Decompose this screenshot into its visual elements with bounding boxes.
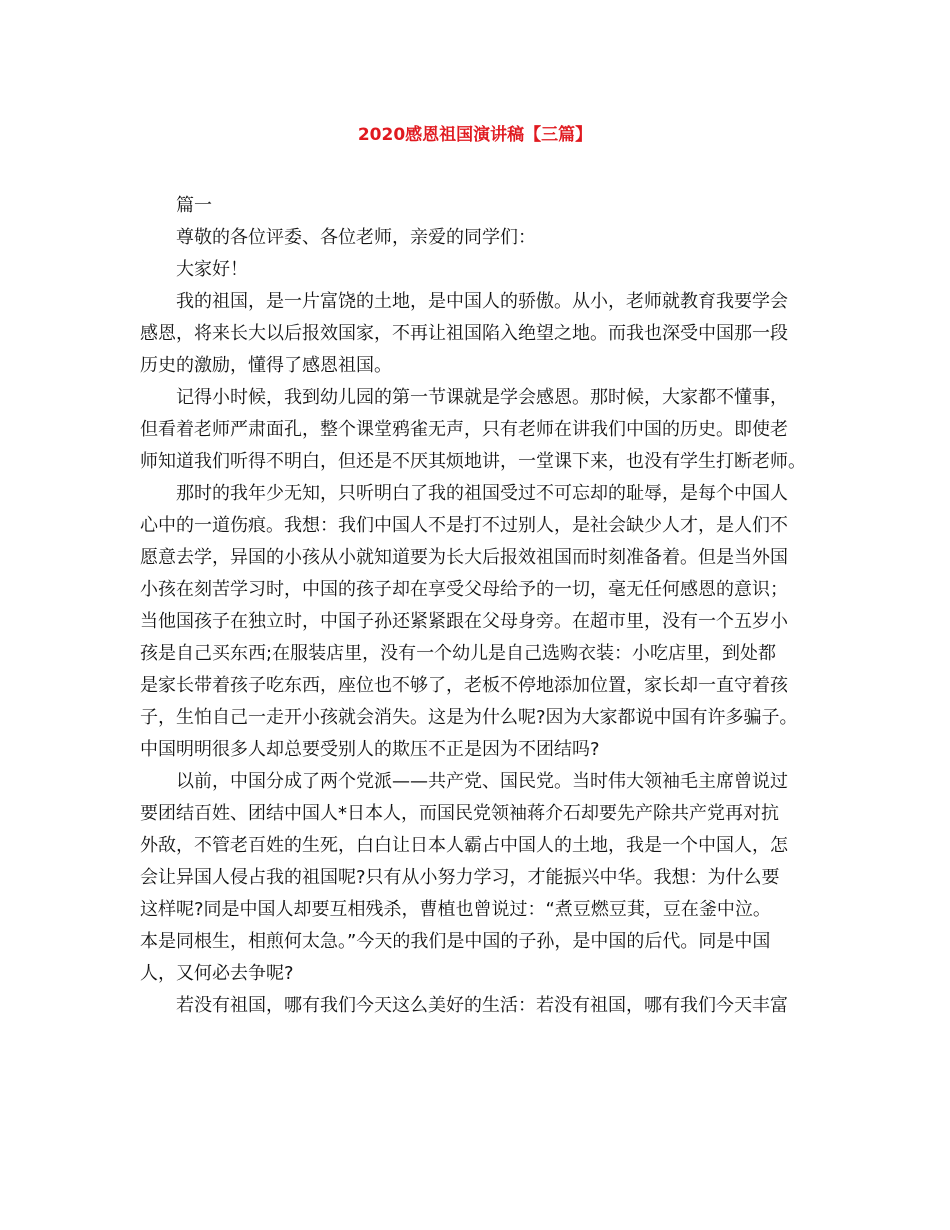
text-line: 大家好！: [176, 259, 248, 280]
text-line: 子，生怕自己一走开小孩就会消失。这是为什么呢?因为大家都说中国有许多骗子。: [140, 707, 798, 728]
text-line: 是家长带着孩子吃东西，座位也不够了，老板不停地添加位置，家长却一直守着孩: [140, 675, 788, 696]
text-line: 中国明明很多人却总要受别人的欺压不正是因为不团结吗?: [140, 739, 600, 760]
text-line: 本是同根生，相煎何太急。”今天的我们是中国的子孙，是中国的后代。同是中国: [140, 931, 771, 952]
text-line: 以前，中国分成了两个党派——共产党、国民党。当时伟大领袖毛主席曾说过: [176, 771, 788, 792]
text-line: 当他国孩子在独立时，中国子孙还紧紧跟在父母身旁。在超市里，没有一个五岁小: [140, 611, 788, 632]
text-line: 尊敬的各位评委、各位老师，亲爱的同学们：: [176, 227, 536, 248]
text-line: 但看着老师严肃面孔，整个课堂鸦雀无声，只有老师在讲我们中国的历史。即使老: [140, 419, 788, 440]
text-line: 愿意去学，异国的小孩从小就知道要为长大后报效祖国而时刻准备着。但是当外国: [140, 547, 788, 568]
text-line: 历史的激励，懂得了感恩祖国。: [140, 355, 392, 376]
text-line: 记得小时候，我到幼儿园的第一节课就是学会感恩。那时候，大家都不懂事，: [176, 387, 788, 408]
text-line: 那时的我年少无知，只听明白了我的祖国受过不可忘却的耻辱，是每个中国人: [176, 483, 788, 504]
text-line: 师知道我们听得不明白，但还是不厌其烦地讲，一堂课下来，也没有学生打断老师。: [140, 451, 806, 472]
document-body: [140, 190, 830, 1022]
text-line: 篇一: [176, 195, 212, 216]
text-line: 要团结百姓、团结中国人*日本人，而国民党领袖蒋介石却要先产除共产党再对抗: [140, 803, 779, 824]
text-line: 小孩在刻苦学习时，中国的孩子却在享受父母给予的一切，毫无任何感恩的意识；: [140, 579, 788, 600]
text-line: 心中的一道伤痕。我想：我们中国人不是打不过别人，是社会缺少人才，是人们不: [140, 515, 788, 536]
text-line: 若没有祖国，哪有我们今天这么美好的生活：若没有祖国，哪有我们今天丰富: [176, 995, 788, 1016]
text-line: 我的祖国，是一片富饶的土地，是中国人的骄傲。从小，老师就教育我要学会: [176, 291, 788, 312]
document-title: 2020感恩祖国演讲稿【三篇】: [357, 125, 593, 145]
text-line: 人，又何必去争呢?: [140, 963, 294, 984]
text-line: 这样呢?同是中国人却要互相残杀，曹植也曾说过：“煮豆燃豆萁，豆在釜中泣。: [140, 899, 771, 920]
text-line: 感恩，将来长大以后报效国家，不再让祖国陷入绝望之地。而我也深受中国那一段: [140, 323, 788, 344]
text-line: 外敌，不管老百姓的生死，白白让日本人霸占中国人的土地，我是一个中国人，怎: [140, 835, 788, 856]
text-line: 孩是自己买东西;在服装店里，没有一个幼儿是自己选购衣装：小吃店里，到处都: [140, 643, 777, 664]
text-line: 会让异国人侵占我的祖国呢?只有从小努力学习，才能振兴中华。我想：为什么要: [140, 867, 780, 888]
